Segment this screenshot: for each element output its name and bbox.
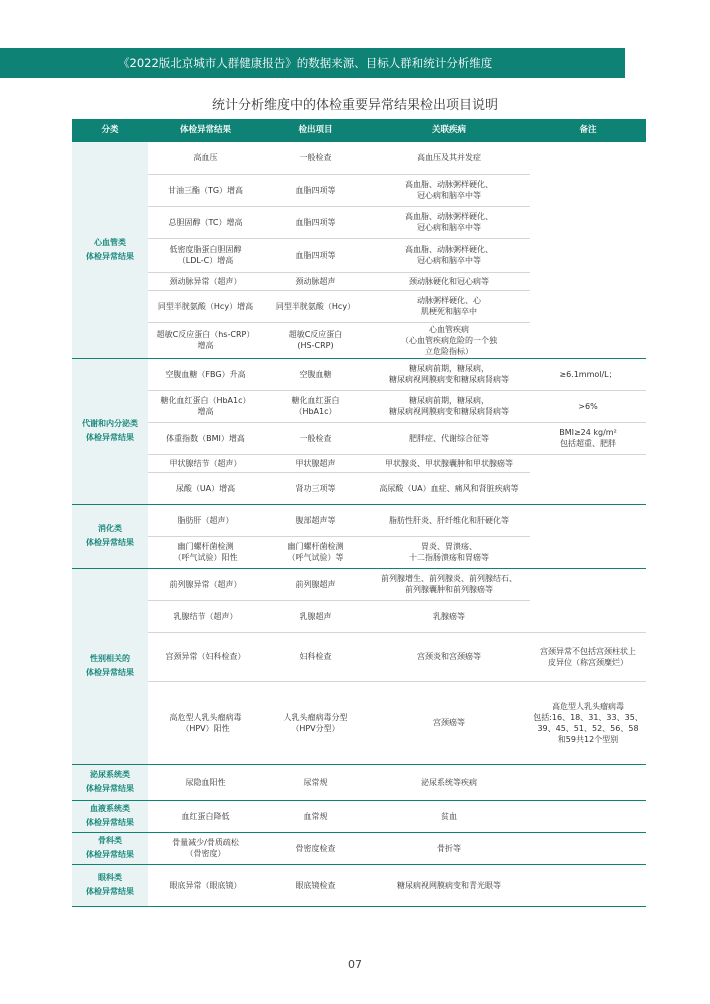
table-row bbox=[72, 864, 646, 906]
cell-line: 39、45、51、52、56、58 bbox=[537, 723, 639, 733]
table-row bbox=[72, 568, 646, 600]
cell-line: 高血压及其并发症 bbox=[417, 153, 481, 163]
related-disease-cell bbox=[368, 472, 530, 504]
related-disease-cell bbox=[368, 504, 530, 536]
test-item-cell bbox=[263, 504, 368, 536]
category-cell bbox=[72, 358, 148, 504]
abnormal-result-cell bbox=[148, 358, 263, 390]
cell-line: 前列腺超声 bbox=[295, 579, 336, 589]
abnormal-result-cell bbox=[148, 764, 263, 800]
cell-line: 高血脂、动脉粥样硬化、 bbox=[405, 245, 493, 254]
cell-line: 空腹血糖（FBG）升高 bbox=[165, 369, 246, 379]
abnormal-result-cell bbox=[148, 800, 263, 832]
cell-line: （HPV分型） bbox=[291, 723, 340, 733]
cell-line: 包括超重、肥胖 bbox=[560, 439, 616, 448]
test-item-cell bbox=[263, 764, 368, 800]
cell-line: 宫颈异常不包括宫颈柱状上 bbox=[540, 646, 636, 656]
cell-line: （呼气试验）阳性 bbox=[173, 553, 238, 562]
cell-line: 一般检查 bbox=[299, 433, 332, 443]
cell-line: ≥6.1mmol/L； bbox=[559, 369, 617, 379]
related-disease-cell bbox=[368, 272, 530, 290]
cell-line: （呼气试验）等 bbox=[287, 553, 344, 562]
cell-line: 颈动脉硬化和冠心病等 bbox=[409, 276, 489, 286]
category-cell bbox=[72, 800, 148, 832]
category-cell bbox=[72, 504, 148, 568]
related-disease-cell bbox=[368, 290, 530, 322]
table-row bbox=[72, 454, 646, 472]
cell-line: 高血脂、动脉粥样硬化、 bbox=[405, 180, 493, 189]
related-disease-cell bbox=[368, 800, 530, 832]
related-disease-cell bbox=[368, 568, 530, 600]
note-cell bbox=[530, 681, 646, 764]
cell-line: 尿常规 bbox=[303, 777, 328, 787]
test-item-cell bbox=[263, 536, 368, 568]
cell-line: 体检异常结果 bbox=[86, 850, 134, 859]
cell-line: 前列腺增生、前列腺炎、前列腺结石、 bbox=[381, 574, 517, 583]
cell-line: 脂肪性肝炎、肝纤维化和肝硬化等 bbox=[389, 515, 509, 525]
cell-line: 血红蛋白降低 bbox=[181, 811, 230, 821]
cell-line: 增高 bbox=[197, 407, 214, 416]
test-item-cell bbox=[263, 568, 368, 600]
abnormal-results-table bbox=[72, 119, 646, 907]
cell-line: 肌梗死和脑卒中 bbox=[421, 307, 477, 316]
cell-line: >6% bbox=[578, 401, 598, 411]
cell-line: 眼底镜检查 bbox=[295, 880, 336, 890]
related-disease-cell bbox=[368, 832, 530, 864]
test-item-cell bbox=[263, 600, 368, 632]
header-abnormal-result: 体检异常结果 bbox=[148, 119, 263, 142]
note-cell bbox=[530, 632, 646, 681]
cell-line: （骨密度） bbox=[185, 849, 226, 858]
cell-line: 脂肪肝（超声） bbox=[177, 515, 234, 525]
cell-line: 和59共12个型别 bbox=[557, 734, 619, 744]
cell-line: BMI≥24 kg/m² bbox=[559, 428, 617, 437]
cell-line: 骨密度检查 bbox=[295, 843, 336, 853]
category-cell bbox=[72, 832, 148, 864]
test-item-cell bbox=[263, 238, 368, 272]
abnormal-result-cell bbox=[148, 206, 263, 238]
related-disease-cell bbox=[368, 358, 530, 390]
related-disease-cell bbox=[368, 632, 530, 681]
cell-line: (HS-CRP) bbox=[297, 341, 334, 350]
category-cell bbox=[72, 142, 148, 358]
cell-line: 宫颈异常（妇科检查） bbox=[165, 652, 246, 661]
cell-line: 皮异位（称宫颈糜烂） bbox=[548, 657, 628, 667]
category-cell bbox=[72, 568, 148, 764]
cell-line: 宫颈炎和宫颈癌等 bbox=[417, 652, 481, 661]
test-item-cell bbox=[263, 206, 368, 238]
cell-line: 增高 bbox=[197, 341, 214, 350]
cell-line: 肥胖症、代谢综合征等 bbox=[409, 433, 489, 443]
cell-line: （HbA1c） bbox=[294, 407, 337, 416]
cell-line: 糖化血红蛋白（HbA1c） bbox=[160, 396, 251, 405]
page-number: 07 bbox=[348, 958, 362, 971]
cell-line: 甲状腺超声 bbox=[295, 458, 336, 468]
cell-line: 糖尿病视网膜病变和青光眼等 bbox=[397, 880, 501, 890]
cell-line: 颈动脉异常（超声） bbox=[169, 276, 242, 286]
cell-line: 同型半胱氨酸（Hcy）增高 bbox=[157, 301, 254, 311]
cell-line: 超敏C反应蛋白 bbox=[288, 330, 343, 339]
cell-line: 前列腺异常（超声） bbox=[169, 579, 242, 589]
cell-line: 骨科类 bbox=[98, 836, 122, 845]
table-row bbox=[72, 681, 646, 764]
table-row bbox=[72, 800, 646, 832]
cell-line: 高尿酸（UA）血症、痛风和肾脏疾病等 bbox=[379, 483, 519, 493]
abnormal-result-cell bbox=[148, 864, 263, 906]
related-disease-cell bbox=[368, 142, 530, 174]
cell-line: 妇科检查 bbox=[299, 652, 332, 661]
cell-line: 糖尿病视网膜病变和糖尿病肾病等 bbox=[389, 407, 509, 416]
test-item-cell bbox=[263, 832, 368, 864]
note-cell bbox=[530, 832, 646, 864]
cell-line: 体检异常结果 bbox=[86, 784, 134, 793]
cell-line: 尿酸（UA）增高 bbox=[175, 483, 236, 493]
header-category: 分类 bbox=[72, 119, 148, 142]
related-disease-cell bbox=[368, 681, 530, 764]
note-cell bbox=[530, 800, 646, 832]
cell-line: 冠心病和脑卒中等 bbox=[417, 191, 481, 200]
abnormal-result-cell bbox=[148, 272, 263, 290]
related-disease-cell bbox=[368, 422, 530, 454]
note-cell bbox=[530, 568, 646, 632]
cell-line: 骨折等 bbox=[437, 843, 461, 853]
note-cell bbox=[530, 142, 646, 358]
cell-line: 眼底异常（眼底镜） bbox=[169, 880, 242, 890]
test-item-cell bbox=[263, 454, 368, 472]
related-disease-cell bbox=[368, 454, 530, 472]
cell-line: 体检异常结果 bbox=[86, 887, 134, 896]
test-item-cell bbox=[263, 358, 368, 390]
cell-line: 低密度脂蛋白胆固醇 bbox=[169, 245, 242, 254]
table-header-row bbox=[72, 119, 646, 142]
related-disease-cell bbox=[368, 864, 530, 906]
test-item-cell bbox=[263, 422, 368, 454]
cell-line: 高血脂、动脉粥样硬化、 bbox=[405, 212, 493, 221]
abnormal-result-cell bbox=[148, 832, 263, 864]
cell-line: 心血管疾病 bbox=[429, 324, 469, 334]
note-cell bbox=[530, 454, 646, 504]
cell-line: 立危险指标） bbox=[425, 346, 473, 356]
test-item-cell bbox=[263, 142, 368, 174]
cell-line: 宫颈癌等 bbox=[433, 718, 465, 727]
cell-line: 糖尿病前期，糖尿病， bbox=[409, 364, 489, 373]
cell-line: 包括:16、18、31、33、35、 bbox=[533, 712, 643, 722]
cell-line: 十二指肠溃疡和胃癌等 bbox=[409, 553, 489, 562]
table-row bbox=[72, 358, 646, 390]
cell-line: 乳腺超声 bbox=[299, 611, 332, 621]
test-item-cell bbox=[263, 322, 368, 358]
cell-line: 总胆固醇（TC）增高 bbox=[168, 217, 243, 227]
cell-line: 性别相关的 bbox=[90, 654, 130, 663]
cell-line: 糖化血红蛋白 bbox=[291, 396, 340, 405]
cell-line: 血脂四项等 bbox=[295, 217, 336, 227]
cell-line: 体检异常结果 bbox=[86, 251, 134, 261]
test-item-cell bbox=[263, 390, 368, 422]
test-item-cell bbox=[263, 272, 368, 290]
test-item-cell bbox=[263, 290, 368, 322]
cell-line: 血常规 bbox=[303, 811, 328, 821]
table-row bbox=[72, 142, 646, 174]
cell-line: 眼科类 bbox=[98, 873, 122, 882]
banner-title: 《2022版北京城市人群健康报告》的数据来源、目标人群和统计分析维度 bbox=[118, 56, 493, 70]
cell-line: 糖尿病前期，糖尿病， bbox=[409, 396, 489, 405]
cell-line: 血液系统类 bbox=[90, 804, 130, 813]
related-disease-cell bbox=[368, 322, 530, 358]
cell-line: 人乳头瘤病毒分型 bbox=[283, 712, 348, 722]
cell-line: 胃炎、胃溃疡、 bbox=[421, 542, 477, 551]
cell-line: 体检异常结果 bbox=[86, 818, 134, 827]
abnormal-result-cell bbox=[148, 322, 263, 358]
abnormal-result-cell bbox=[148, 238, 263, 272]
cell-line: 代谢和内分泌类 bbox=[82, 419, 138, 428]
test-item-cell bbox=[263, 472, 368, 504]
cell-line: 超敏C反应蛋白（hs-CRP） bbox=[156, 330, 255, 339]
related-disease-cell bbox=[368, 174, 530, 206]
abnormal-result-cell bbox=[148, 472, 263, 504]
test-item-cell bbox=[263, 864, 368, 906]
cell-line: 一般检查 bbox=[299, 153, 332, 163]
abnormal-result-cell bbox=[148, 142, 263, 174]
related-disease-cell bbox=[368, 390, 530, 422]
cell-line: 血脂四项等 bbox=[295, 250, 336, 260]
cell-line: 乳腺结节（超声） bbox=[173, 611, 238, 621]
note-cell bbox=[530, 864, 646, 906]
abnormal-result-cell bbox=[148, 536, 263, 568]
cell-line: 体重指数（BMI）增高 bbox=[166, 433, 245, 443]
cell-line: 动脉粥样硬化、心 bbox=[417, 296, 481, 305]
cell-line: 冠心病和脑卒中等 bbox=[417, 256, 481, 265]
note-cell bbox=[530, 764, 646, 800]
category-cell bbox=[72, 764, 148, 800]
note-cell bbox=[530, 358, 646, 390]
cell-line: 骨量减少/骨质疏松 bbox=[172, 838, 239, 847]
table-row bbox=[72, 832, 646, 864]
cell-line: 前列腺囊肿和前列腺癌等 bbox=[405, 585, 493, 594]
related-disease-cell bbox=[368, 764, 530, 800]
table-row bbox=[72, 632, 646, 681]
cell-line: 肾功三项等 bbox=[295, 483, 336, 493]
abnormal-result-cell bbox=[148, 174, 263, 206]
related-disease-cell bbox=[368, 536, 530, 568]
abnormal-result-cell bbox=[148, 681, 263, 764]
cell-line: 血脂四项等 bbox=[295, 185, 336, 195]
abnormal-result-cell bbox=[148, 632, 263, 681]
cell-line: （心血管疾病危险的一个独 bbox=[401, 335, 497, 345]
cell-line: 甲状腺结节（超声） bbox=[169, 458, 242, 468]
cell-line: 高危型人乳头瘤病毒 bbox=[169, 712, 242, 722]
note-cell bbox=[530, 504, 646, 568]
note-cell bbox=[530, 422, 646, 454]
cell-line: 幽门螺杆菌检测 bbox=[177, 542, 234, 551]
cell-line: 颈动脉超声 bbox=[295, 276, 336, 286]
related-disease-cell bbox=[368, 600, 530, 632]
abnormal-result-cell bbox=[148, 422, 263, 454]
abnormal-result-cell bbox=[148, 290, 263, 322]
related-disease-cell bbox=[368, 238, 530, 272]
header-test-item: 检出项目 bbox=[263, 119, 368, 142]
abnormal-result-cell bbox=[148, 568, 263, 600]
cell-line: 尿隐血阳性 bbox=[185, 777, 226, 787]
cell-line: （HPV）阳性 bbox=[181, 723, 230, 733]
cell-line: 体检异常结果 bbox=[86, 668, 134, 677]
test-item-cell bbox=[263, 174, 368, 206]
test-item-cell bbox=[263, 800, 368, 832]
cell-line: 体检异常结果 bbox=[86, 538, 134, 547]
cell-line: 泌尿系统等疾病 bbox=[421, 777, 477, 787]
cell-line: 幽门螺杆菌检测 bbox=[287, 542, 344, 551]
cell-line: 甘油三酯（TG）增高 bbox=[167, 185, 244, 195]
related-disease-cell bbox=[368, 206, 530, 238]
table-row bbox=[72, 422, 646, 454]
cell-line: 体检异常结果 bbox=[86, 433, 134, 442]
cell-line: 乳腺癌等 bbox=[433, 611, 465, 621]
header-notes: 备注 bbox=[530, 119, 646, 142]
test-item-cell bbox=[263, 681, 368, 764]
cell-line: 消化类 bbox=[98, 524, 122, 533]
cell-line: 空腹血糖 bbox=[299, 369, 332, 379]
cell-line: 冠心病和脑卒中等 bbox=[417, 223, 481, 232]
cell-line: 同型半胱氨酸（Hcy） bbox=[275, 301, 356, 311]
cell-line: 心血管类 bbox=[94, 237, 126, 247]
section-banner bbox=[0, 48, 625, 78]
cell-line: 腹部超声等 bbox=[295, 515, 336, 525]
cell-line: 糖尿病视网膜病变和糖尿病肾病等 bbox=[389, 375, 509, 384]
cell-line: （LDL-C）增高 bbox=[177, 256, 234, 265]
cell-line: 甲状腺炎、甲状腺囊肿和甲状腺癌等 bbox=[385, 458, 513, 468]
abnormal-result-cell bbox=[148, 600, 263, 632]
test-item-cell bbox=[263, 632, 368, 681]
table-row bbox=[72, 390, 646, 422]
header-related-disease: 关联疾病 bbox=[368, 119, 530, 142]
table-row bbox=[72, 764, 646, 800]
note-cell bbox=[530, 390, 646, 422]
cell-line: 泌尿系统类 bbox=[90, 770, 130, 779]
cell-line: 高危型人乳头瘤病毒 bbox=[552, 701, 624, 711]
table-row bbox=[72, 504, 646, 536]
abnormal-result-cell bbox=[148, 390, 263, 422]
cell-line: 贫血 bbox=[441, 811, 457, 821]
abnormal-result-cell bbox=[148, 504, 263, 536]
table-title: 统计分析维度中的体检重要异常结果检出项目说明 bbox=[211, 98, 498, 113]
category-cell bbox=[72, 864, 148, 906]
cell-line: 高血压 bbox=[193, 153, 218, 163]
abnormal-result-cell bbox=[148, 454, 263, 472]
